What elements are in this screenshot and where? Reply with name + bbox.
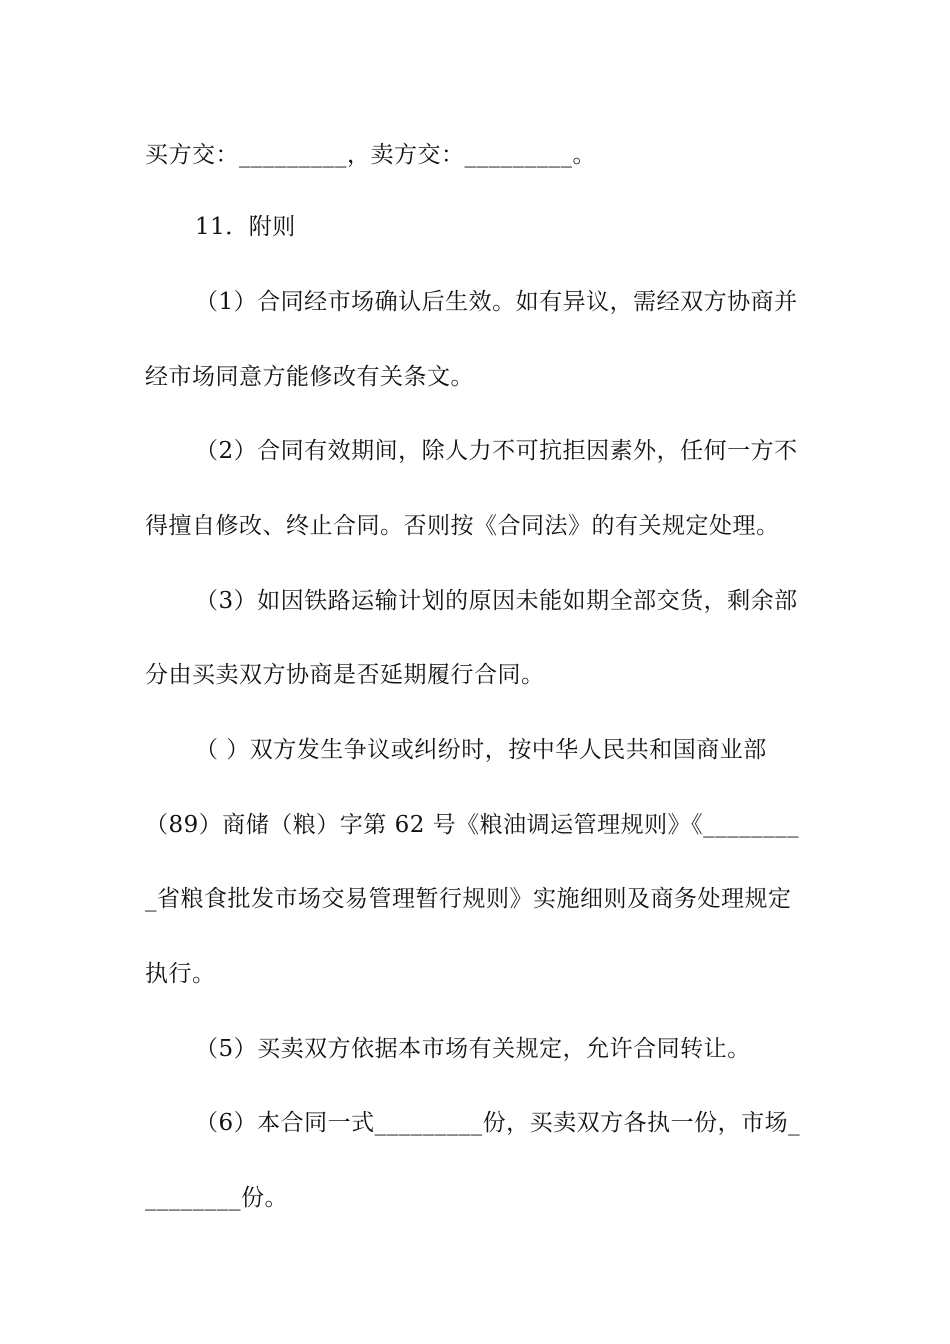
clause-1-line-1: （1）合同经市场确认后生效。如有异议，需经双方协商并 — [195, 289, 798, 315]
clause-4-line-4: 执行。 — [145, 961, 216, 987]
section-heading-appendix: 11．附则 — [195, 214, 296, 240]
clause-5-line-1: （5）买卖双方依据本市场有关规定，允许合同转让。 — [195, 1036, 751, 1062]
clause-3-line-1: （3）如因铁路运输计划的原因未能如期全部交货，剩余部 — [195, 588, 798, 614]
clause-6-line-2: ________份。 — [145, 1185, 288, 1211]
payment-line: 买方交：_________，卖方交：_________。 — [145, 142, 596, 168]
clause-4-line-1: （ ）双方发生争议或纠纷时，按中华人民共和国商业部 — [195, 737, 767, 763]
clause-3-line-2: 分由买卖双方协商是否延期履行合同。 — [145, 662, 545, 688]
clause-1-line-2: 经市场同意方能修改有关条文。 — [145, 364, 474, 390]
clause-4-line-2: （89）商储（粮）字第 62 号《粮油调运管理规则》《________ — [145, 812, 800, 838]
clause-6-line-1: （6）本合同一式_________份，买卖双方各执一份，市场_ — [195, 1110, 801, 1136]
clause-2-line-1: （2）合同有效期间，除人力不可抗拒因素外，任何一方不 — [195, 438, 798, 464]
clause-2-line-2: 得擅自修改、终止合同。否则按《合同法》的有关规定处理。 — [145, 513, 780, 539]
clause-4-line-3: _省粮食批发市场交易管理暂行规则》实施细则及商务处理规定 — [145, 886, 792, 912]
